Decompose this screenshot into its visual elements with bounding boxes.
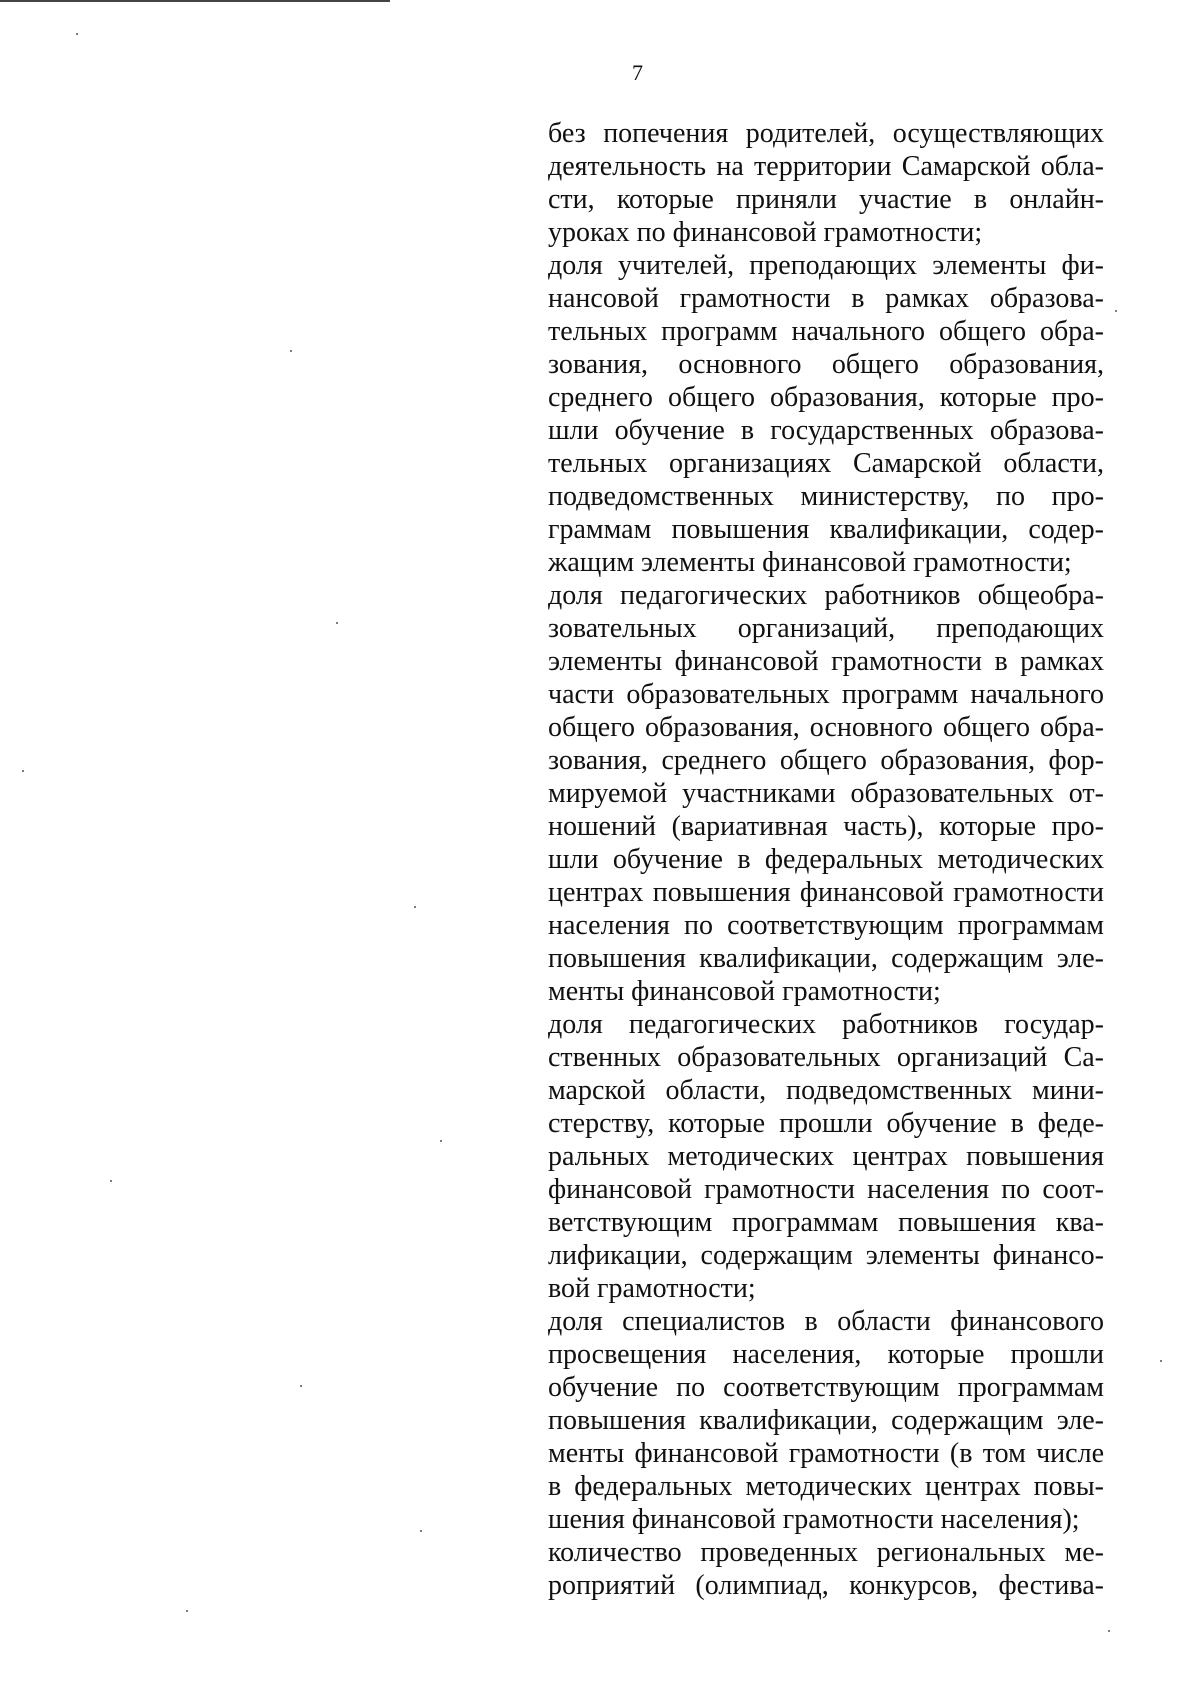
scan-speck — [1115, 310, 1117, 312]
text-line: зования, основного общего образования, — [548, 349, 1104, 380]
text-line: менты финансовой грамотности (в том числе — [548, 1438, 1104, 1469]
text-line: шли обучение в государственных образова- — [548, 415, 1104, 446]
text-line: повышения квалификации, содержащим эле- — [548, 943, 1104, 974]
text-line: части образовательных программ начального — [548, 679, 1104, 710]
text-line: без попечения родителей, осуществляющих — [548, 118, 1104, 149]
text-line: обучение по соответствующим программам — [548, 1372, 1104, 1403]
text-line: ветствующим программам повышения ква- — [548, 1207, 1104, 1238]
scan-speck — [420, 1530, 422, 1532]
text-line: уроках по финансовой грамотности; — [548, 217, 983, 248]
text-line: количество проведенных региональных ме- — [548, 1537, 1104, 1568]
text-line: менты финансовой грамотности; — [548, 976, 941, 1007]
text-line: ральных методических центрах повышения — [548, 1141, 1104, 1172]
text-line: жащим элементы финансовой грамотности; — [548, 547, 1072, 578]
scan-speck — [1160, 1360, 1162, 1362]
text-line: роприятий (олимпиад, конкурсов, фестива- — [548, 1570, 1104, 1601]
text-line: зовательных организаций, преподающих — [548, 613, 1104, 644]
text-line: центрах повышения финансовой грамотности — [548, 877, 1104, 908]
text-line: вой грамотности; — [548, 1273, 756, 1304]
text-line: тельных программ начального общего обра- — [548, 316, 1104, 347]
scan-speck — [290, 350, 292, 352]
text-line: среднего общего образования, которые про- — [548, 382, 1104, 413]
scan-speck — [22, 770, 24, 772]
scan-speck — [110, 1180, 112, 1182]
text-line: подведомственных министерству, по про- — [548, 481, 1104, 512]
text-line: элементы финансовой грамотности в рамках — [548, 646, 1104, 677]
paragraph — [548, 1536, 1104, 1602]
text-line: общего образования, основного общего обра- — [548, 712, 1104, 743]
scan-speck — [336, 622, 338, 624]
scan-edge-line — [0, 0, 390, 2]
paragraph — [548, 1008, 1104, 1305]
paragraph — [548, 1305, 1104, 1536]
text-line: сти, которые приняли участие в онлайн- — [548, 184, 1104, 215]
text-line: лификации, содержащим элементы финансо- — [548, 1240, 1104, 1271]
text-line: нансовой грамотности в рамках образова- — [548, 283, 1104, 314]
scan-speck — [76, 33, 78, 35]
text-line: ственных образовательных организаций Са- — [548, 1042, 1104, 1073]
text-line: доля педагогических работников общеобра- — [548, 580, 1104, 611]
text-line: ношений (вариативная часть), которые про- — [548, 811, 1104, 842]
text-line: мируемой участниками образовательных от- — [548, 778, 1104, 809]
scan-speck — [186, 1610, 188, 1612]
paragraph — [548, 249, 1104, 579]
text-line: населения по соответствующим программам — [548, 910, 1104, 941]
text-line: просвещения населения, которые прошли — [548, 1339, 1104, 1370]
scan-speck — [300, 1385, 302, 1387]
text-line: доля педагогических работников государ- — [548, 1009, 1104, 1040]
text-line: тельных организациях Самарской области, — [548, 448, 1104, 479]
text-line: доля специалистов в области финансового — [548, 1306, 1104, 1337]
paragraph — [548, 117, 1104, 249]
page-number: 7 — [632, 60, 643, 85]
text-line: зования, среднего общего образования, фор- — [548, 745, 1104, 776]
scan-speck — [1108, 1630, 1110, 1632]
text-line: шли обучение в федеральных методических — [548, 844, 1104, 875]
text-line: марской области, подведомственных мини- — [548, 1075, 1104, 1106]
scan-speck — [440, 1140, 442, 1142]
text-line: граммам повышения квалификации, содер- — [548, 514, 1104, 545]
text-line: в федеральных методических центрах повы- — [548, 1471, 1104, 1502]
text-line: повышения квалификации, содержащим эле- — [548, 1405, 1104, 1436]
text-line: стерству, которые прошли обучение в феде- — [548, 1108, 1104, 1139]
text-line: доля учителей, преподающих элементы фи- — [548, 250, 1104, 281]
text-line: шения финансовой грамотности населения); — [548, 1504, 1080, 1535]
text-line: финансовой грамотности населения по соот- — [548, 1174, 1104, 1205]
paragraph — [548, 579, 1104, 1008]
text-line: деятельность на территории Самарской обла- — [548, 151, 1104, 182]
text-column — [548, 117, 1104, 1602]
scan-speck — [414, 906, 416, 908]
